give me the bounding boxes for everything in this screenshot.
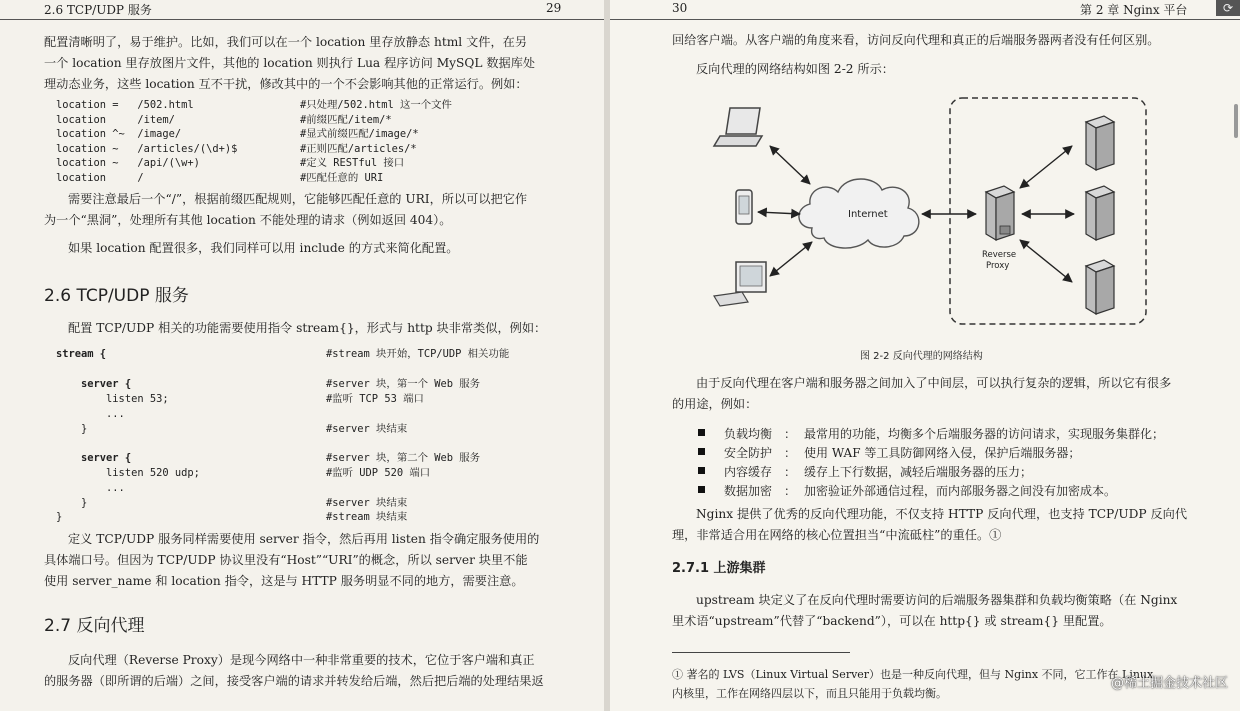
para-line: 的用途，例如： xyxy=(672,397,758,411)
code-comment: #前缀匹配/item/* xyxy=(300,114,392,126)
section-heading-2-6: 2.6 TCP/UDP 服务 xyxy=(44,286,189,306)
code-line: ... xyxy=(56,482,125,494)
network-diagram xyxy=(700,90,1180,335)
code-comment: #stream 块结束 xyxy=(326,511,408,523)
bullet-square-icon xyxy=(698,467,705,474)
bullet-square-icon xyxy=(698,448,705,455)
bullet-term: 安全防护 xyxy=(724,446,773,460)
right-page xyxy=(610,0,1240,711)
right-page-number: 30 xyxy=(672,1,688,15)
code-line: location / xyxy=(56,172,144,184)
code-comment: #匹配任意的 URI xyxy=(300,172,384,184)
bullet-term: 负载均衡 xyxy=(724,427,773,441)
bullet-term: 数据加密 xyxy=(724,484,773,498)
bullet-desc: 最常用的功能，均衡多个后端服务器的访问请求，实现服务集群化； xyxy=(804,427,1165,441)
backend-server-icon xyxy=(1086,186,1114,240)
footnote-line: 内核里，工作在网络四层以下，而且只能用于负载均衡。 xyxy=(672,687,947,700)
note-line: 如果 location 配置很多，我们同样可以用 include 的方式来简化配置。 xyxy=(68,241,459,255)
arrow xyxy=(770,242,812,276)
code-comment: #正则匹配/articles/* xyxy=(300,143,417,155)
bullet-desc: 缓存上下行数据，减轻后端服务器的压力； xyxy=(804,465,1033,479)
code-comment: #stream 块开始，TCP/UDP 相关功能 xyxy=(326,348,510,360)
para-line: 回给客户端。从客户端的角度来看，访问反向代理和真正的后端服务器两者没有任何区别。 xyxy=(672,33,1160,47)
code-line: listen 53; xyxy=(56,393,169,405)
para-line: Nginx 提供了优秀的反向代理功能，不仅支持 HTTP 反向代理，也支持 TCP/UDP 反向代 xyxy=(696,507,1188,521)
code-comment: #server 块结束 xyxy=(326,497,408,509)
intro-line: 一个 location 里存放图片文件，其他的 location 则执行 Lua 程序访问 MySQL 数据库处 xyxy=(44,56,536,70)
scrollbar-thumb[interactable] xyxy=(1234,104,1238,138)
para-line: 的服务器（即所谓的后端）之间，接受客户端的请求并转发给后端，然后把后端的处理结果返 xyxy=(44,674,544,688)
para-line: 具体端口号。但因为 TCP/UDP 协议里没有“Host”“URI”的概念，所以 server 块里不能 xyxy=(44,553,528,567)
code-line: } xyxy=(56,423,88,435)
footnote-divider xyxy=(672,652,850,653)
code-line: location = /502.html xyxy=(56,99,194,111)
section-heading-2-7: 2.7 反向代理 xyxy=(44,616,145,636)
para-line: 由于反向代理在客户端和服务器之间加入了中间层，可以执行复杂的逻辑，所以它有很多 xyxy=(696,376,1172,390)
code-comment: #server 块结束 xyxy=(326,423,408,435)
para-line: 理，非常适合用在网络的核心位置担当“中流砥柱”的重任。① xyxy=(672,528,1002,542)
code-comment: #监听 UDP 520 端口 xyxy=(326,467,431,479)
bullet-colon: ： xyxy=(784,446,797,460)
footnote xyxy=(672,665,1153,703)
bullet-colon: ： xyxy=(784,484,797,498)
intro-line: 配置清晰明了，易于维护。比如，我们可以在一个 location 里存放静态 html 文件，在另 xyxy=(44,35,528,49)
right-header-chapter: 第 2 章 Nginx 平台 xyxy=(1080,3,1188,17)
desktop-icon xyxy=(714,262,766,306)
code-line: server { xyxy=(56,378,132,390)
para-line: 定义 TCP/UDP 服务同样需要使用 server 指令，然后再用 listen 指令确定服务使用的 xyxy=(68,532,540,546)
refresh-icon[interactable]: ⟳ xyxy=(1216,0,1240,16)
code-comment: #server 块，第一个 Web 服务 xyxy=(326,378,481,390)
bullet-colon: ： xyxy=(784,427,797,441)
code-line: location ~ /api/(\w+) xyxy=(56,157,200,169)
proxy-label-line2: Proxy xyxy=(986,261,1010,271)
arrow xyxy=(1020,240,1072,282)
left-header-section: 2.6 TCP/UDP 服务 xyxy=(44,3,152,17)
para-line: upstream 块定义了在反向代理时需要访问的后端服务器集群和负载均衡策略（在 Nginx xyxy=(696,593,1178,607)
note-line: 需要注意最后一个“/”，根据前缀匹配规则，它能够匹配任意的 URI，所以可以把它作 xyxy=(68,192,528,206)
footnote-line: ① 著名的 LVS（Linux Virtual Server）也是一种反向代理，但与 Nginx 不同，它工作在 Linux xyxy=(672,668,1154,681)
left-running-header xyxy=(0,0,604,20)
code-line: server { xyxy=(56,452,132,464)
bullet-desc: 加密验证外部通信过程，而内部服务器之间没有加密成本。 xyxy=(804,484,1117,498)
internet-cloud-icon xyxy=(799,179,919,248)
internet-label: Internet xyxy=(848,209,888,220)
para-line: 里术语“upstream”代替了“backend”），可以在 http{} 或 stream{} 里配置。 xyxy=(672,614,1112,628)
bullet-colon: ： xyxy=(784,465,797,479)
code-line: } xyxy=(56,497,88,509)
code-comment: #显式前缀匹配/image/* xyxy=(300,128,419,140)
note-line: 为一个“黑洞”，处理所有其他 location 不能处理的请求（例如返回 404）。 xyxy=(44,213,452,227)
code-line: location ^~ /image/ xyxy=(56,128,182,140)
section-heading-2-7-1: 2.7.1 上游集群 xyxy=(672,561,766,576)
bullet-square-icon xyxy=(698,429,705,436)
code-line: stream { xyxy=(56,348,107,360)
bullet-desc: 使用 WAF 等工具防御网络入侵，保护后端服务器； xyxy=(804,446,1081,460)
code-comment: #定义 RESTful 接口 xyxy=(300,157,405,169)
arrow xyxy=(1020,146,1072,188)
code-line: } xyxy=(56,511,63,523)
arrow xyxy=(758,212,800,214)
code-comment: #只处理/502.html 这一个文件 xyxy=(300,99,452,111)
backend-server-icon xyxy=(1086,116,1114,170)
code-comment: #监听 TCP 53 端口 xyxy=(326,393,424,405)
para-line: 反向代理的网络结构如图 2-2 所示： xyxy=(696,62,894,76)
para-line: 反向代理（Reverse Proxy）是现今网络中一种非常重要的技术，它位于客户端和真正 xyxy=(68,653,535,667)
left-page xyxy=(0,0,604,711)
code-line: ... xyxy=(56,408,125,420)
code-line: location /item/ xyxy=(56,114,175,126)
arrow xyxy=(770,146,810,184)
backend-group-boundary xyxy=(950,98,1146,324)
intro-line: 理动态业务，这些 location 互不干扰，修改其中的一个不会影响其他的正常运行。例如： xyxy=(44,77,528,91)
right-running-header xyxy=(610,0,1240,20)
bullet-square-icon xyxy=(698,486,705,493)
section-intro: 配置 TCP/UDP 相关的功能需要使用指令 stream{}，形式与 http 块非常类似，例如： xyxy=(68,321,547,335)
code-comment: #server 块，第二个 Web 服务 xyxy=(326,452,481,464)
code-line: listen 520 udp; xyxy=(56,467,200,479)
bullet-term: 内容缓存 xyxy=(724,465,773,479)
para-line: 使用 server_name 和 location 指令，这是与 HTTP 服务明显不同的地方，需要注意。 xyxy=(44,574,524,588)
code-line: location ~ /articles/(\d+)$ xyxy=(56,143,238,155)
phone-icon xyxy=(736,190,752,224)
proxy-label-line1: Reverse xyxy=(982,250,1017,260)
laptop-icon xyxy=(714,108,762,146)
figure-caption: 图 2-2 反向代理的网络结构 xyxy=(860,351,983,362)
backend-server-icon xyxy=(1086,260,1114,314)
watermark: @稀土掘金技术社区 xyxy=(1110,676,1228,691)
left-page-number: 29 xyxy=(546,1,562,15)
reverse-proxy-icon xyxy=(982,186,1016,271)
